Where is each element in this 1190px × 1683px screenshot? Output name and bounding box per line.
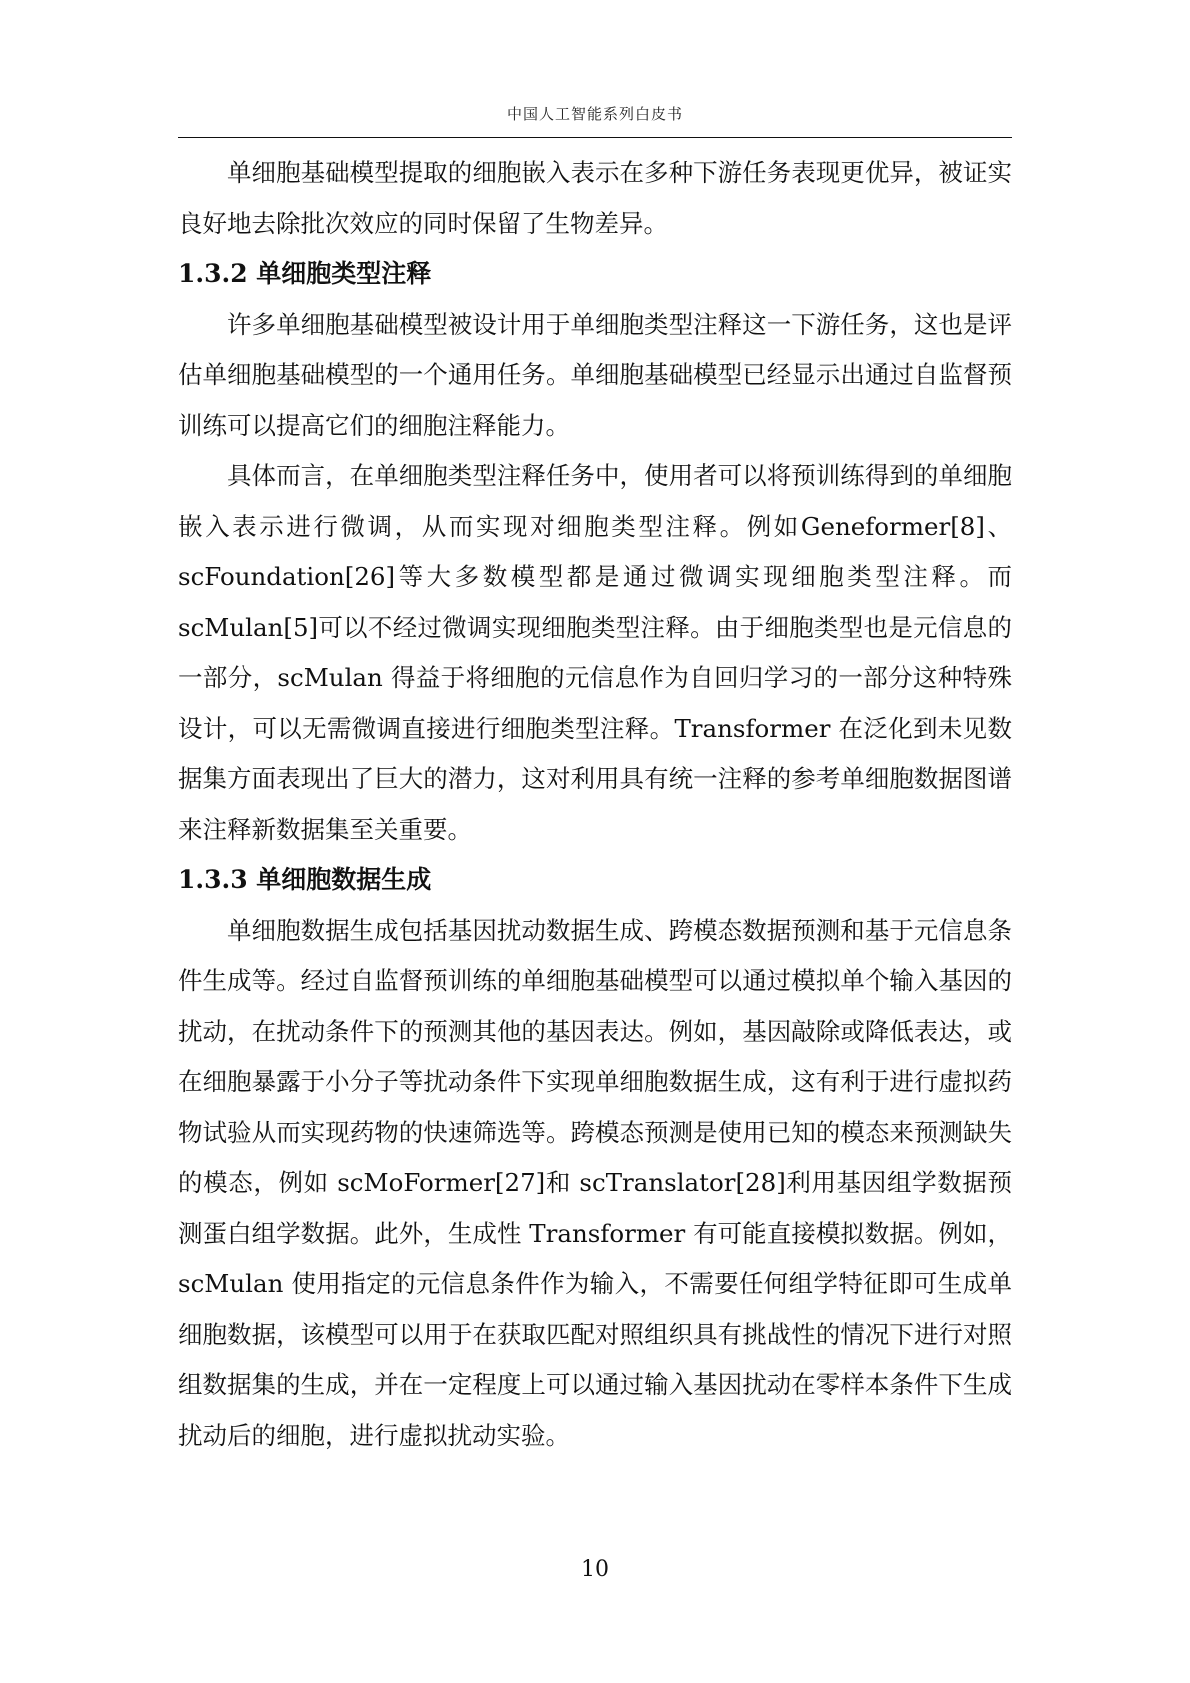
- page-content: [178, 148, 1012, 1461]
- section-heading-1-3-2: 1.3.2 单细胞类型注释: [178, 259, 432, 288]
- header-rule: [178, 137, 1012, 138]
- paragraph-data-generation: 单细胞数据生成包括基因扰动数据生成、跨模态数据预测和基于元信息条件生成等。经过自监督预训练的单细胞基础模型可以通过模拟单个输入基因的扰动，在扰动条件下的预测其他的基因表达。例如，基因敲除或降低表达，或在细胞暴露于小分子等扰动条件下实现单细胞数据生成，这有利于进行虚拟药物试验从而实现药物的快速筛选等。跨模态预测是使用已知的模态来预测缺失的模态，例如 scMoFormer[27]和 scTranslator[28]利用基因组学数据预测蛋白组学数据。此外，生成性 Transformer 有可能直接模拟数据。例如，scMulan 使用指定的元信息条件作为输入，不需要任何组学特征即可生成单细胞数据，该模型可以用于在获取匹配对照组织具有挑战性的情况下进行对照组数据集的生成，并在一定程度上可以通过输入基因扰动在零样本条件下生成扰动后的细胞，进行虚拟扰动实验。: [178, 915, 1012, 1450]
- running-header: 中国人工智能系列白皮书: [506, 105, 683, 123]
- section-heading-1-3-3: 1.3.3 单细胞数据生成: [178, 865, 432, 894]
- paragraph-cell-embedding: 单细胞基础模型提取的细胞嵌入表示在多种下游任务表现更优异，被证实良好地去除批次效应的同时保留了生物差异。: [178, 158, 1012, 238]
- paragraph-annotation-detail: 具体而言，在单细胞类型注释任务中，使用者可以将预训练得到的单细胞嵌入表示进行微调，从而实现对细胞类型注释。例如Geneformer[8]、scFoundation[26]等大多数模型都是通过微调实现细胞类型注释。而 scMulan[5]可以不经过微调实现细胞类型注释。由于细胞类型也是元信息的一部分，scMulan 得益于将细胞的元信息作为自回归学习的一部分这种特殊设计，可以无需微调直接进行细胞类型注释。Transformer 在泛化到未见数据集方面表现出了巨大的潜力，这对利用具有统一注释的参考单细胞数据图谱来注释新数据集至关重要。: [178, 461, 1012, 844]
- page-number: 10: [581, 1557, 609, 1582]
- paragraph-annotation-intro: 许多单细胞基础模型被设计用于单细胞类型注释这一下游任务，这也是评估单细胞基础模型的一个通用任务。单细胞基础模型已经显示出通过自监督预训练可以提高它们的细胞注释能力。: [178, 309, 1012, 440]
